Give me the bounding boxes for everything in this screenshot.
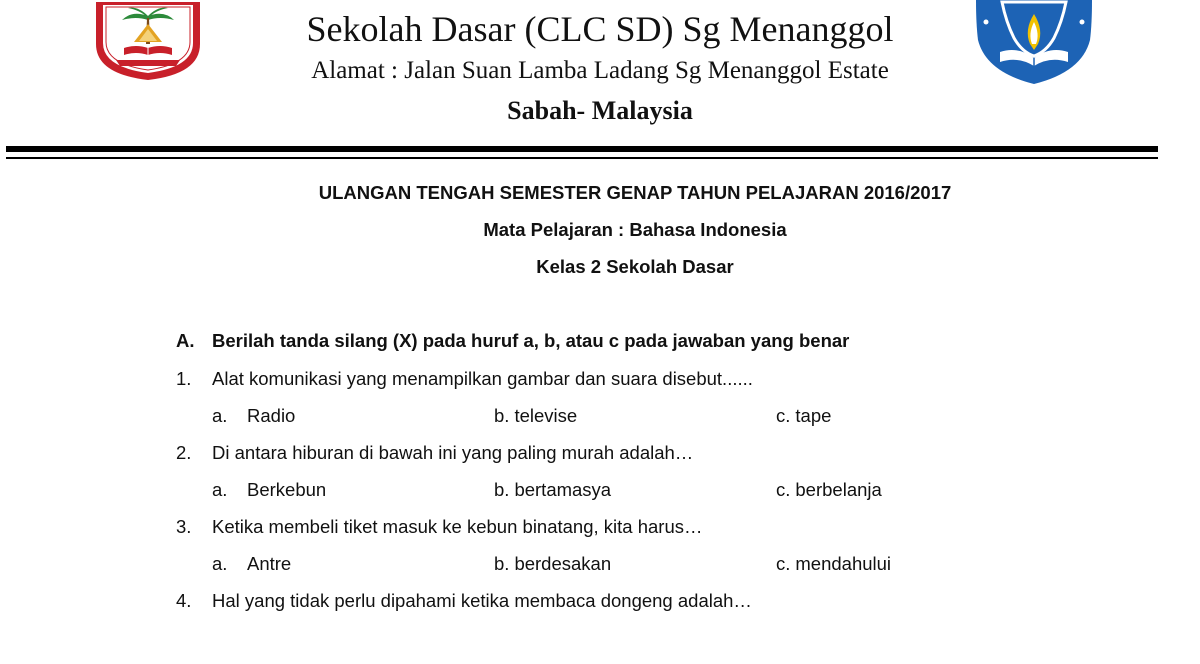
question-item [176, 442, 1156, 516]
option-text: Antre [247, 553, 292, 574]
question-text: Alat komunikasi yang menampilkan gambar dan suara disebut...... [212, 368, 753, 389]
question-item [176, 590, 1156, 664]
question-text: Di antara hiburan di bawah ini yang paling murah adalah… [212, 442, 694, 463]
question-number: 2. [176, 442, 192, 463]
question-text: Hal yang tidak perlu dipahami ketika membaca dongeng adalah… [212, 590, 752, 611]
option-label: a. [212, 553, 228, 574]
option-label: b. [494, 405, 510, 426]
exam-class: Kelas 2 Sekolah Dasar [536, 256, 734, 277]
question-number: 3. [176, 516, 192, 537]
option-text: berdesakan [514, 553, 612, 574]
header-divider-thin [6, 157, 1158, 159]
option-label: a. [212, 405, 228, 426]
answer-option-b [494, 553, 611, 575]
option-label: c. [776, 479, 791, 500]
question-number: 4. [176, 590, 192, 611]
question-item [176, 368, 1156, 442]
header-divider-thick [6, 146, 1158, 152]
section-letter: A. [176, 330, 195, 351]
answer-option-a [212, 553, 291, 575]
question-line [176, 590, 752, 612]
option-text: mendahului [795, 553, 892, 574]
option-label: b. [494, 479, 510, 500]
option-label: c. [776, 405, 791, 426]
answer-option-c [776, 479, 882, 501]
option-label: b. [494, 553, 510, 574]
section-instruction: Berilah tanda silang (X) pada huruf a, b, atau c pada jawaban yang benar [212, 330, 850, 351]
school-name: Sekolah Dasar (CLC SD) Sg Menanggol [306, 9, 894, 49]
option-text: bertamasya [514, 479, 612, 500]
option-text: Radio [247, 405, 296, 426]
option-label: c. [776, 553, 791, 574]
answer-option-b [494, 479, 611, 501]
answer-option-a [212, 479, 326, 501]
question-item [176, 516, 1156, 590]
school-address: Alamat : Jalan Suan Lamba Ladang Sg Menanggol Estate [311, 57, 889, 84]
answer-option-c [776, 405, 831, 427]
question-list [176, 368, 1156, 664]
exam-title: ULANGAN TENGAH SEMESTER GENAP TAHUN PELAJARAN 2016/2017 [318, 182, 952, 203]
option-text: Berkebun [247, 479, 327, 500]
question-text: Ketika membeli tiket masuk ke kebun binatang, kita harus… [212, 516, 703, 537]
answer-option-a [212, 405, 295, 427]
option-label: a. [212, 479, 228, 500]
option-text: berbelanja [795, 479, 882, 500]
option-text: televise [514, 405, 578, 426]
question-line [176, 442, 693, 464]
answer-option-b [494, 405, 577, 427]
tut-wuri-handayani-logo [972, 0, 1096, 84]
tut-wuri-handayani-icon [972, 0, 1096, 84]
answer-option-c [776, 553, 891, 575]
question-number: 1. [176, 368, 192, 389]
school-region: Sabah- Malaysia [507, 96, 693, 125]
question-line [176, 368, 753, 390]
question-line [176, 516, 703, 538]
section-heading [176, 330, 849, 352]
option-text: tape [795, 405, 832, 426]
exam-subject: Mata Pelajaran : Bahasa Indonesia [483, 219, 787, 240]
